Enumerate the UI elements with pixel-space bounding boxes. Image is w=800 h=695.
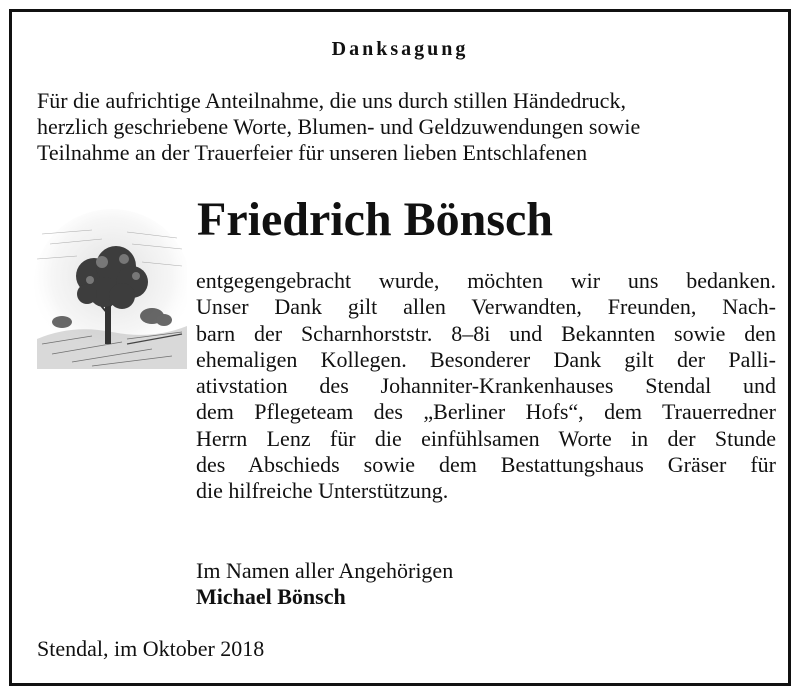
tree-sketch-illustration [32, 204, 187, 369]
body-line: dem Pflegeteam des „Berliner Hofs“, dem Trauerredner [196, 399, 776, 425]
obituary-notice-frame [9, 9, 791, 686]
body-line: barn der Scharnhorststr. 8–8i und Bekannten sowie den [196, 320, 776, 346]
notice-heading: Danksagung [331, 38, 469, 60]
intro-paragraph [37, 88, 777, 166]
signoff-line: Im Namen aller Angehörigen [196, 558, 454, 583]
deceased-name: Friedrich Bönsch [197, 193, 553, 246]
intro-line: Teilnahme an der Trauerfeier für unseren lieben Entschlafenen [37, 140, 588, 165]
signoff-block [196, 558, 453, 610]
thanks-paragraph [196, 268, 776, 505]
body-line: ehemaligen Kollegen. Besonderer Dank gilt der Palli- [196, 346, 776, 372]
body-line: Unser Dank gilt allen Verwandten, Freunden, Nach- [196, 294, 776, 320]
place-and-date: Stendal, im Oktober 2018 [37, 636, 265, 661]
signer-name: Michael Bönsch [196, 584, 346, 609]
body-line: entgegengebracht wurde, möchten wir uns bedanken. [196, 268, 776, 293]
body-line: des Abschieds sowie dem Bestattungshaus Gräser für [196, 452, 776, 478]
body-line: Herrn Lenz für die einfühlsamen Worte in der Stunde [196, 425, 776, 451]
body-line: ativstation des Johanniter-Krankenhauses Stendal und [196, 373, 776, 399]
intro-line: Für die aufrichtige Anteilnahme, die uns durch stillen Händedruck, [37, 88, 626, 113]
body-line: die hilfreiche Unterstützung. [196, 478, 449, 504]
intro-line: herzlich geschriebene Worte, Blumen- und Geldzuwendungen sowie [37, 114, 641, 139]
